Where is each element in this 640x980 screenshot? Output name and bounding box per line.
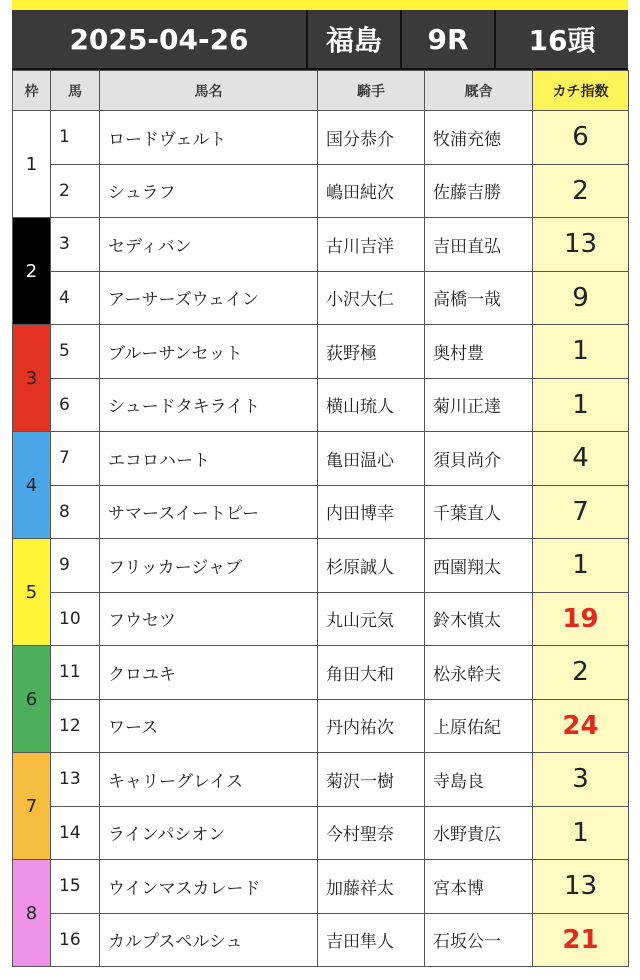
table-row: [13, 432, 629, 486]
horse-number: 11: [51, 646, 100, 700]
race-header: [12, 10, 628, 70]
stable-name: 菊川正達: [425, 378, 533, 432]
kachi-index-value: 13: [533, 860, 629, 914]
kachi-index-value: 13: [533, 218, 629, 272]
table-row: [13, 699, 629, 753]
jockey-name: 亀田温心: [318, 432, 425, 486]
waku-cell: 2: [13, 218, 51, 325]
horse-name: シュラフ: [100, 164, 318, 218]
waku-cell: 5: [13, 539, 51, 646]
kachi-index-value: 1: [533, 539, 629, 593]
kachi-index-value: 2: [533, 164, 629, 218]
horse-name: ラインパシオン: [100, 806, 318, 860]
horse-name: アーサーズウェイン: [100, 271, 318, 325]
horse-name: ウインマスカレード: [100, 860, 318, 914]
horse-number: 16: [51, 913, 100, 967]
stable-name: 千葉直人: [425, 485, 533, 539]
race-venue: 福島: [308, 10, 402, 70]
waku-cell: 1: [13, 111, 51, 218]
jockey-name: 杉原誠人: [318, 539, 425, 593]
col-header-uma: 馬: [51, 71, 100, 111]
horse-number: 10: [51, 592, 100, 646]
waku-cell: 8: [13, 860, 51, 967]
horse-name: クロユキ: [100, 646, 318, 700]
kachi-index-value: 7: [533, 485, 629, 539]
horse-name: セディバン: [100, 218, 318, 272]
jockey-name: 嶋田純次: [318, 164, 425, 218]
table-row: [13, 378, 629, 432]
top-accent-bar: [12, 0, 628, 10]
horse-number: 3: [51, 218, 100, 272]
jockey-name: 荻野極: [318, 325, 425, 379]
race-number: 9R: [402, 10, 496, 70]
stable-name: 上原佑紀: [425, 699, 533, 753]
jockey-name: 丹内祐次: [318, 699, 425, 753]
table-row: [13, 271, 629, 325]
kachi-index-value: 2: [533, 646, 629, 700]
stable-name: 鈴木慎太: [425, 592, 533, 646]
table-header-row: [13, 71, 629, 111]
horse-name: サマースイートピー: [100, 485, 318, 539]
stable-name: 牧浦充徳: [425, 111, 533, 165]
horse-name: ワース: [100, 699, 318, 753]
horse-name: キャリーグレイス: [100, 753, 318, 807]
table-row: [13, 592, 629, 646]
kachi-index-value: 19: [533, 592, 629, 646]
stable-name: 佐藤吉勝: [425, 164, 533, 218]
stable-name: 石坂公一: [425, 913, 533, 967]
runner-count: 16頭: [496, 10, 628, 70]
kachi-index-value: 24: [533, 699, 629, 753]
table-row: [13, 539, 629, 593]
kachi-index-value: 1: [533, 378, 629, 432]
kachi-index-value: 6: [533, 111, 629, 165]
kachi-index-value: 9: [533, 271, 629, 325]
col-header-name: 馬名: [100, 71, 318, 111]
horse-number: 1: [51, 111, 100, 165]
horse-name: フリッカージャブ: [100, 539, 318, 593]
table-row: [13, 913, 629, 967]
jockey-name: 横山琉人: [318, 378, 425, 432]
jockey-name: 古川吉洋: [318, 218, 425, 272]
table-row: [13, 111, 629, 165]
col-header-stable: 厩舎: [425, 71, 533, 111]
waku-cell: 7: [13, 753, 51, 860]
kachi-index-value: 21: [533, 913, 629, 967]
horse-name: エコロハート: [100, 432, 318, 486]
table-row: [13, 646, 629, 700]
table-row: [13, 860, 629, 914]
waku-cell: 6: [13, 646, 51, 753]
table-row: [13, 218, 629, 272]
horse-number: 5: [51, 325, 100, 379]
horse-number: 9: [51, 539, 100, 593]
race-date: 2025-04-26: [12, 10, 308, 70]
stable-name: 水野貴広: [425, 806, 533, 860]
stable-name: 吉田直弘: [425, 218, 533, 272]
stable-name: 寺島良: [425, 753, 533, 807]
stable-name: 松永幹夫: [425, 646, 533, 700]
table-row: [13, 164, 629, 218]
waku-cell: 4: [13, 432, 51, 539]
entry-table: [12, 70, 629, 967]
jockey-name: 丸山元気: [318, 592, 425, 646]
kachi-index-value: 1: [533, 806, 629, 860]
table-row: [13, 753, 629, 807]
jockey-name: 加藤祥太: [318, 860, 425, 914]
jockey-name: 角田大和: [318, 646, 425, 700]
jockey-name: 内田博幸: [318, 485, 425, 539]
horse-number: 7: [51, 432, 100, 486]
horse-number: 4: [51, 271, 100, 325]
table-row: [13, 485, 629, 539]
horse-number: 8: [51, 485, 100, 539]
horse-number: 2: [51, 164, 100, 218]
horse-name: フウセツ: [100, 592, 318, 646]
kachi-index-value: 3: [533, 753, 629, 807]
horse-number: 15: [51, 860, 100, 914]
kachi-index-value: 4: [533, 432, 629, 486]
horse-name: シュードタキライト: [100, 378, 318, 432]
waku-cell: 3: [13, 325, 51, 432]
horse-number: 6: [51, 378, 100, 432]
kachi-index-value: 1: [533, 325, 629, 379]
jockey-name: 小沢大仁: [318, 271, 425, 325]
horse-name: ロードヴェルト: [100, 111, 318, 165]
horse-number: 14: [51, 806, 100, 860]
col-header-jockey: 騎手: [318, 71, 425, 111]
horse-name: カルプスペルシュ: [100, 913, 318, 967]
stable-name: 奥村豊: [425, 325, 533, 379]
jockey-name: 国分恭介: [318, 111, 425, 165]
stable-name: 高橋一哉: [425, 271, 533, 325]
jockey-name: 菊沢一樹: [318, 753, 425, 807]
jockey-name: 今村聖奈: [318, 806, 425, 860]
table-row: [13, 806, 629, 860]
stable-name: 宮本博: [425, 860, 533, 914]
stable-name: 須貝尚介: [425, 432, 533, 486]
jockey-name: 吉田隼人: [318, 913, 425, 967]
horse-number: 13: [51, 753, 100, 807]
horse-name: ブルーサンセット: [100, 325, 318, 379]
stable-name: 西園翔太: [425, 539, 533, 593]
col-header-waku: 枠: [13, 71, 51, 111]
horse-number: 12: [51, 699, 100, 753]
col-header-kachi-index: カチ指数: [533, 71, 629, 111]
table-row: [13, 325, 629, 379]
